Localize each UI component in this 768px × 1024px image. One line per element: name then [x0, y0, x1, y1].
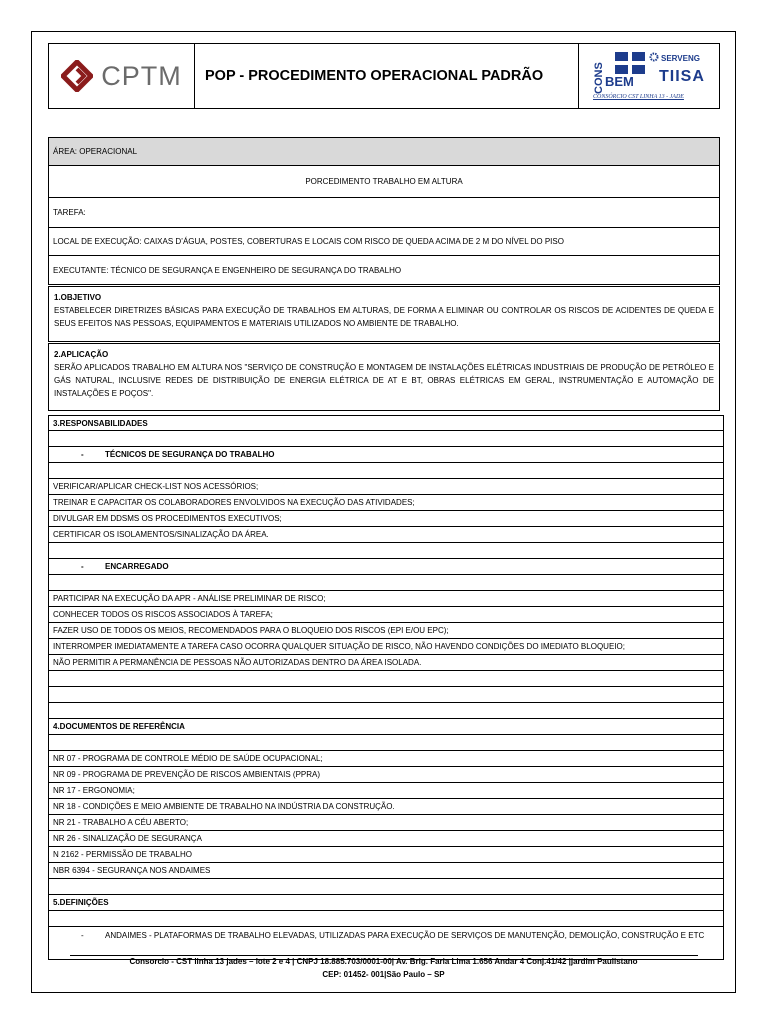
responsibilities-table — [48, 415, 724, 960]
list-item: CONHECER TODOS OS RISCOS ASSOCIADOS À TAREFA; — [48, 607, 724, 623]
andaimes-definition: ANDAIMES - PLATAFORMAS DE TRABALHO ELEVADAS, UTILIZADAS PARA EXECUÇÃO DE SERVIÇOS DE MANUTENÇÃO, DEMOLIÇÃO, CONSTRUÇÃO E ETC — [105, 931, 705, 940]
blank-row — [48, 431, 724, 447]
tiisa-logo-text: TIISA — [659, 68, 705, 85]
dash-bullet: - — [81, 450, 84, 459]
executante-row: EXECUTANTE: TÉCNICO DE SEGURANÇA E ENGENHEIRO DE SEGURANÇA DO TRABALHO — [48, 256, 720, 285]
area-row: ÁREA: OPERACIONAL — [48, 137, 720, 166]
list-item: NR 09 - PROGRAMA DE PREVENÇÃO DE RISCOS AMBIENTAIS (PPRA) — [48, 767, 724, 783]
blank-row — [48, 687, 724, 703]
blank-row — [48, 543, 724, 559]
consorcio-caption: CONSÓRCIO CST LINHA 13 - JADE — [593, 94, 684, 100]
cptm-logo — [49, 44, 195, 108]
list-item: NR 07 - PROGRAMA DE CONTROLE MÉDIO DE SAÚDE OCUPACIONAL; — [48, 751, 724, 767]
objetivo-text: ESTABELECER DIRETRIZES BÁSICAS PARA EXECUÇÃO DE TRABALHOS EM ALTURAS, DE FORMA A ELIMINAR OU CONTROLAR OS RISCOS DE ACIDENTES DE QUEDA E SEUS EFEITOS NAS PESSOAS, EQUIPAMENTOS E MATERIAIS UTILIZADOS NO AMBIENTE DE TRABALHO. — [54, 306, 714, 328]
cptm-diamond-icon — [61, 60, 93, 92]
blank-row — [48, 735, 724, 751]
dash-bullet: - — [81, 562, 84, 571]
encarregado-heading: ENCARREGADO — [105, 562, 169, 571]
footer-address: Consorcio - CST linha 13 jades – lote 2 e 4 | CNPJ 18.885.703/0001-00| Av. Brig. Faria Lima 1.656 Andar 4 Conj.41/42 |jardim Paulistano — [129, 957, 638, 966]
aplicacao-section — [48, 343, 720, 411]
tecnicos-heading-row — [48, 447, 724, 463]
list-item: CERTIFICAR OS ISOLAMENTOS/SINALIZAÇÃO DA ÁREA. — [48, 527, 724, 543]
list-item: PARTICIPAR NA EXECUÇÃO DA APR - ANÁLISE PRELIMINAR DE RISCO; — [48, 591, 724, 607]
list-item: TREINAR E CAPACITAR OS COLABORADORES ENVOLVIDOS NA EXECUÇÃO DAS ATIVIDADES; — [48, 495, 724, 511]
footer-rule — [70, 955, 698, 956]
cons-bem-flag-icon — [615, 52, 645, 74]
objetivo-heading: 1.OBJETIVO — [54, 293, 102, 302]
cptm-logo-text: CPTM — [101, 60, 182, 91]
blank-row — [48, 671, 724, 687]
documentos-heading: 4.DOCUMENTOS DE REFERÊNCIA — [48, 719, 724, 735]
tarefa-row: TAREFA: — [48, 198, 720, 228]
list-item: DIVULGAR EM DDSMS OS PROCEDIMENTOS EXECUTIVOS; — [48, 511, 724, 527]
blank-row — [48, 575, 724, 591]
objetivo-section — [48, 286, 720, 342]
tecnicos-heading: TÉCNICOS DE SEGURANÇA DO TRABALHO — [105, 450, 275, 459]
procedure-name-row: PORCEDIMENTO TRABALHO EM ALTURA — [48, 166, 720, 198]
aplicacao-heading: 2.APLICAÇÃO — [54, 350, 109, 359]
dash-bullet: - — [81, 931, 84, 940]
blank-row — [48, 879, 724, 895]
serveng-gear-icon — [649, 52, 659, 62]
partner-logos — [578, 44, 719, 108]
list-item: NR 21 - TRABALHO A CÉU ABERTO; — [48, 815, 724, 831]
procedure-info — [48, 137, 720, 285]
bem-logo-text: BEM — [605, 74, 634, 89]
list-item: NR 18 - CONDIÇÕES E MEIO AMBIENTE DE TRABALHO NA INDÚSTRIA DA CONSTRUÇÃO. — [48, 799, 724, 815]
local-row: LOCAL DE EXECUÇÃO: CAIXAS D’ÁGUA, POSTES, COBERTURAS E LOCAIS COM RISCO DE QUEDA ACIMA DE 2 M DO NÍVEL DO PISO — [48, 228, 720, 256]
list-item: VERIFICAR/APLICAR CHECK-LIST NOS ACESSÓRIOS; — [48, 479, 724, 495]
blank-row — [48, 911, 724, 927]
list-item: NR 17 - ERGONOMIA; — [48, 783, 724, 799]
page-title: POP - PROCEDIMENTO OPERACIONAL PADRÃO — [205, 68, 544, 84]
aplicacao-text: SERÃO APLICADOS TRABALHO EM ALTURA NOS "SERVIÇO DE CONSTRUÇÃO E MONTAGEM DE INSTALAÇÕES ELÉTRICAS INDUSTRIAIS DE PRODUÇÃO DE PETRÓLEO E GÁS NATURAL, INCLUSIVE REDES DE DISTRIBUIÇÃO DE ENERGIA ELÉTRICA DE AT E BT, OBRAS ELÉTRICAS EM GERAL, INSTRUMENTAÇÃO E AUTOMAÇÃO DE INSTALAÇÕES E POÇOS". — [54, 363, 714, 398]
list-item: NÃO PERMITIR A PERMANÊNCIA DE PESSOAS NÃO AUTORIZADAS DENTRO DA ÁREA ISOLADA. — [48, 655, 724, 671]
list-item: FAZER USO DE TODOS OS MEIOS, RECOMENDADOS PARA O BLOQUEIO DOS RISCOS (EPI E/OU EPC); — [48, 623, 724, 639]
definicoes-heading: 5.DEFINIÇÕES — [48, 895, 724, 911]
blank-row — [48, 463, 724, 479]
cons-logo-text: CONS — [593, 62, 605, 94]
list-item: N 2162 - PERMISSÃO DE TRABALHO — [48, 847, 724, 863]
list-item: NBR 6394 - SEGURANÇA NOS ANDAIMES — [48, 863, 724, 879]
document-header — [48, 43, 720, 109]
list-item: NR 26 - SINALIZAÇÃO DE SEGURANÇA — [48, 831, 724, 847]
list-item: INTERROMPER IMEDIATAMENTE A TAREFA CASO OCORRA QUALQUER SITUAÇÃO DE RISCO, NÃO HAVENDO CONDIÇÕES DO IMEDIATO BLOQUEIO; — [48, 639, 724, 655]
encarregado-heading-row — [48, 559, 724, 575]
responsabilidades-heading: 3.RESPONSABILIDADES — [48, 415, 724, 431]
serveng-logo-text: SERVENG — [661, 54, 700, 63]
blank-row — [48, 703, 724, 719]
footer-cep: CEP: 01452- 001|São Paulo – SP — [322, 970, 445, 979]
